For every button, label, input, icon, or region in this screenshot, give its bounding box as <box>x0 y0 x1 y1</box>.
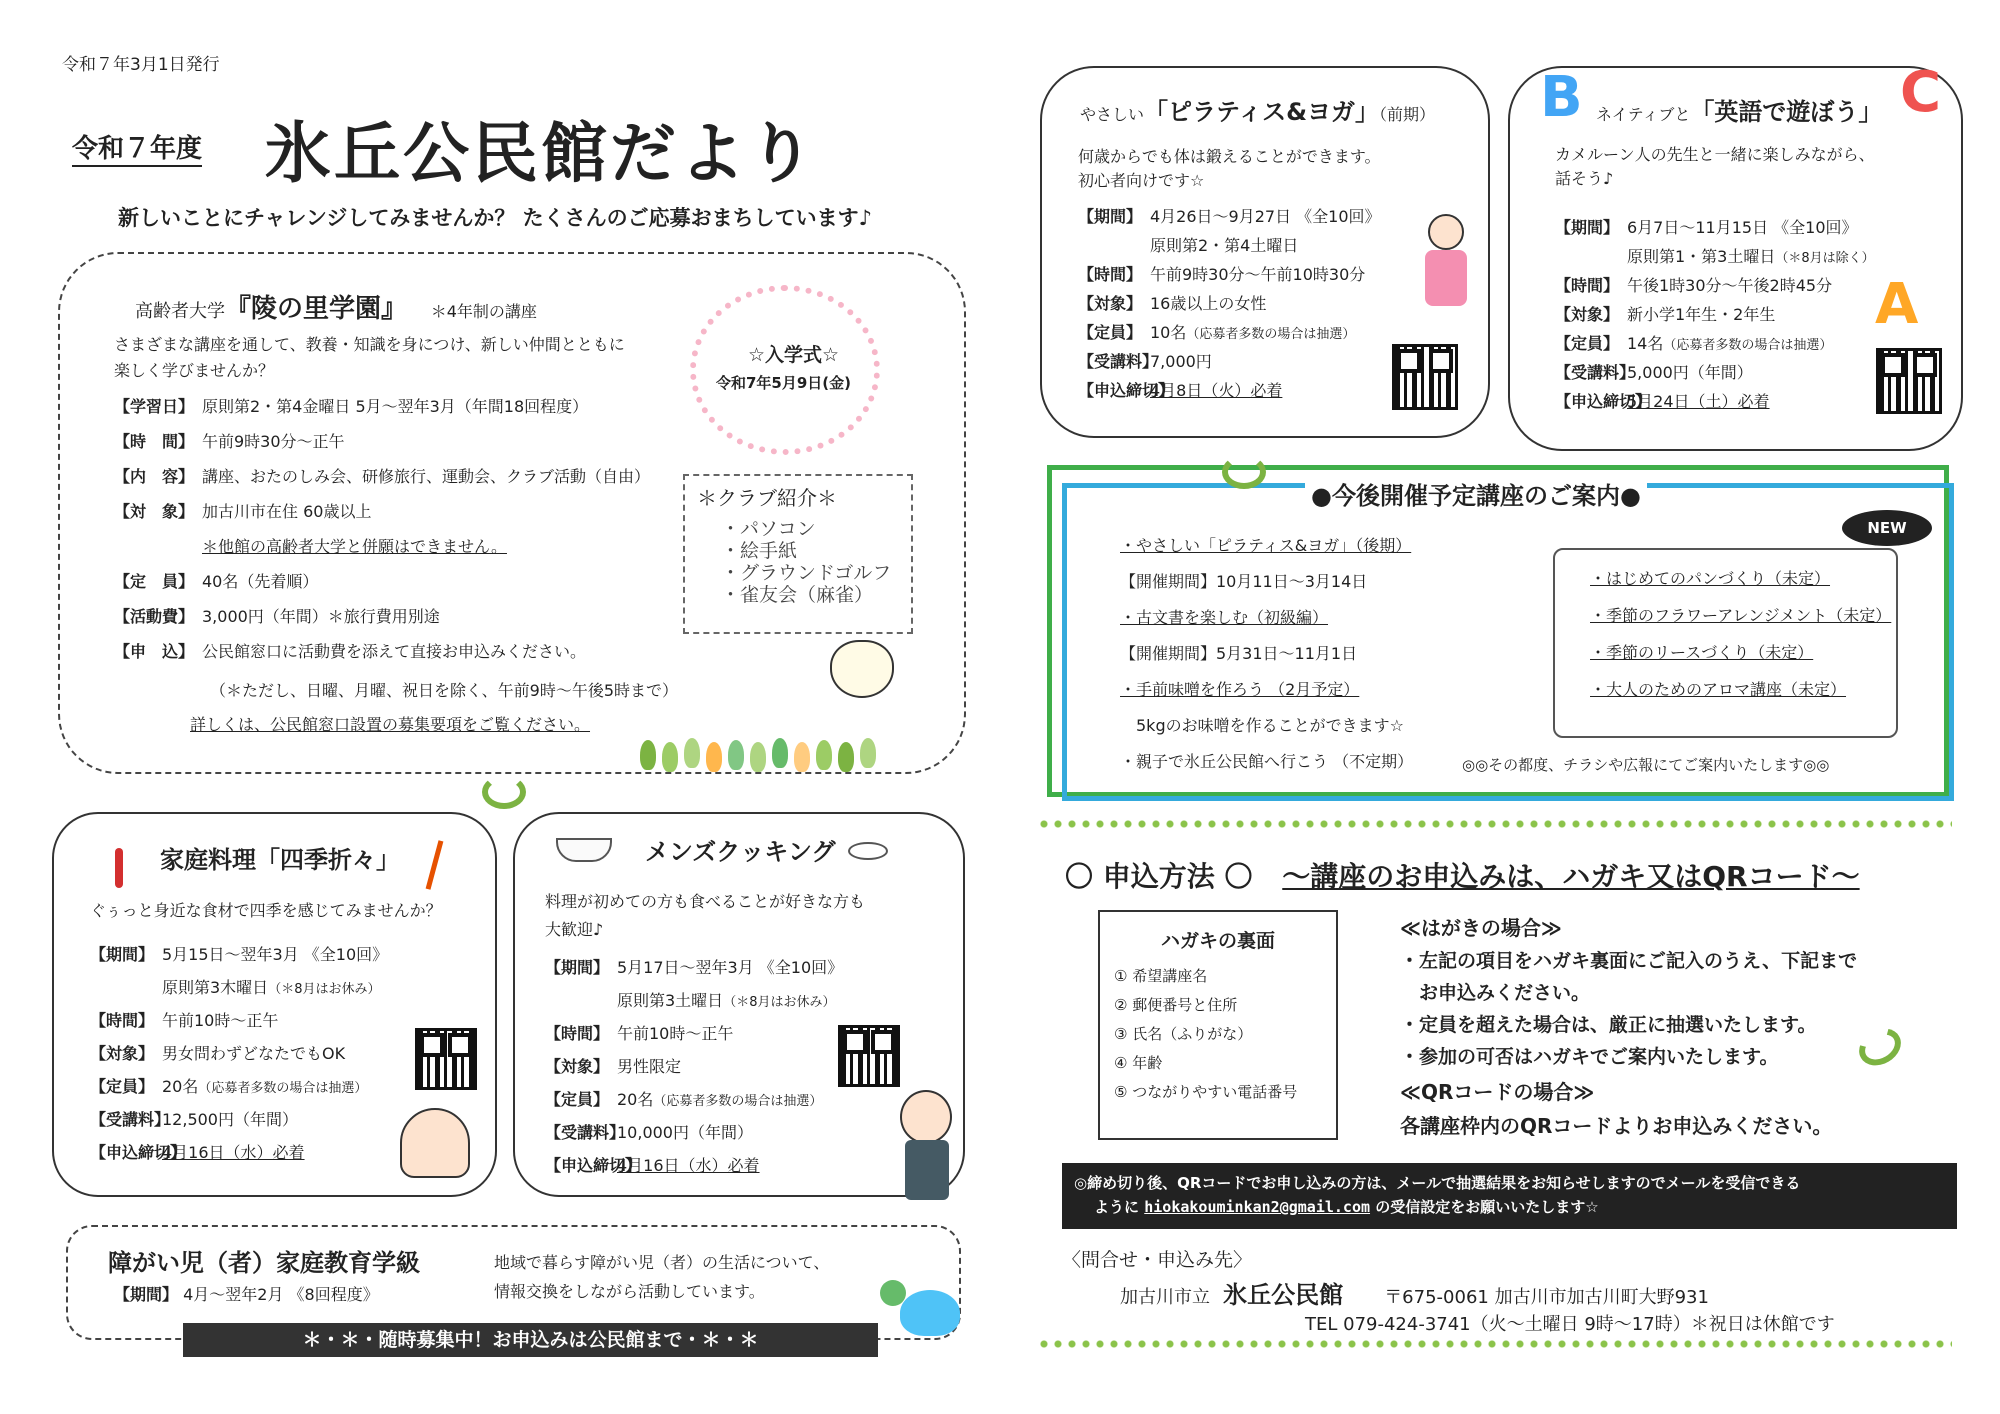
letter-c: C <box>1900 60 1942 125</box>
bird-illustration <box>900 1290 960 1336</box>
detail-note: （応募者多数の場合は抽選） <box>198 1081 368 1096</box>
detail-value: 講座、おたのしみ会、研修旅行、運動会、クラブ活動（自由） <box>202 467 651 486</box>
detail-row <box>545 1021 843 1054</box>
shogai-period-row <box>114 1282 379 1305</box>
koreisha-prefix: 高齢者大学 <box>135 301 225 322</box>
koreisha-name: 『陵の里学園』 <box>225 294 408 324</box>
detail-row <box>1078 349 1381 378</box>
pilates-details <box>1078 204 1381 407</box>
koreisha-intro <box>114 332 625 384</box>
contact-heading: 〈問合せ・申込み先〉 <box>1062 1249 1253 1271</box>
detail-row <box>90 1074 388 1107</box>
detail-row <box>545 1087 843 1120</box>
upcoming-course: ・古文書を楽しむ（初級編） <box>1120 608 1329 627</box>
detail-note: （＊8月はお休み） <box>268 982 381 997</box>
detail-value: 16歳以上の女性 <box>1150 294 1267 313</box>
koreisha-note-details: 詳しくは、公民館窓口設置の募集要項をご覧ください。 <box>190 715 591 734</box>
leaf-divider <box>1040 820 1952 828</box>
club-item: ・パソコン <box>721 518 816 540</box>
cat-illustration <box>830 640 894 698</box>
tree-icon <box>772 738 788 768</box>
postcard-item: ④ 年齢 <box>1114 1054 1163 1072</box>
detail-row <box>1078 320 1381 349</box>
club-title: ＊クラブ紹介＊ <box>697 486 837 510</box>
shogai-desc <box>494 1248 829 1306</box>
english-intro-line: 話そう♪ <box>1555 169 1614 188</box>
club-box <box>683 474 913 634</box>
contact-org-row <box>1120 1275 1709 1310</box>
detail-label: 【申込締切】 <box>90 1143 187 1162</box>
english-intro <box>1555 143 1875 191</box>
qr-method-head: ≪QRコードの場合≫ <box>1400 1080 1595 1104</box>
katei-details <box>90 942 388 1173</box>
detail-label: 【対 象】 <box>114 502 195 521</box>
pilates-heading <box>1080 92 1435 127</box>
detail-value: 5月15日～翌年3月 《全10回》 <box>162 945 389 964</box>
koreisha-intro-line: 楽しく学びませんか？ <box>114 361 275 380</box>
detail-value: 10,000円（年間） <box>617 1123 753 1142</box>
detail-row <box>545 988 843 1021</box>
org-name: 氷丘公民館 <box>1223 1281 1344 1309</box>
detail-row <box>90 1041 388 1074</box>
tree-icon <box>794 742 810 772</box>
detail-value: 新小学1年生・2年生 <box>1627 305 1776 324</box>
detail-value: 5月17日～翌年3月 《全10回》 <box>617 958 844 977</box>
detail-label: 【学習日】 <box>114 397 195 416</box>
detail-value: 午前9時30分～正午 <box>202 432 345 451</box>
detail-label: 【時間】 <box>545 1024 610 1043</box>
org-address: 〒675-0061 加古川市加古川町大野931 <box>1384 1287 1709 1308</box>
detail-label: 【期間】 <box>90 945 155 964</box>
detail-note: （＊8月は除く） <box>1775 251 1875 266</box>
upcoming-course: 5kgのお味噌を作ることができます☆ <box>1120 716 1404 735</box>
page-title: 氷丘公民館だより <box>265 115 817 192</box>
year-label: 令和７年度 <box>72 128 202 167</box>
shogai-period-value: 4月～翌年2月 《8回程度》 <box>183 1285 379 1304</box>
email-notice-line: ◎締め切り後、QRコードでお申し込みの方は、メールで抽選結果をお知らせしますのでメールを受信できる <box>1074 1174 1801 1192</box>
mens-title: メンズクッキング <box>645 838 836 866</box>
detail-row <box>1078 233 1381 262</box>
postcard-items <box>1114 963 1336 1106</box>
english-details <box>1555 215 1875 418</box>
detail-row <box>114 639 650 674</box>
detail-label: 【申込締切】 <box>1078 381 1175 400</box>
letter-a: A <box>1875 272 1919 337</box>
tree-icon <box>750 742 766 772</box>
detail-row <box>545 1120 843 1153</box>
detail-value: 原則第2・第4金曜日 5月～翌年3月（年間18回程度） <box>202 397 589 416</box>
detail-label: 【受講料】 <box>545 1123 626 1142</box>
measuring-spoon-icon <box>848 842 888 860</box>
detail-value: 原則第3木曜日 <box>162 978 269 997</box>
detail-value: 5,000円（年間） <box>1627 363 1753 382</box>
detail-row <box>90 1140 388 1173</box>
detail-label: 【申込締切】 <box>1555 392 1652 411</box>
koreisha-details <box>114 394 650 674</box>
detail-label: 【対象】 <box>90 1044 155 1063</box>
detail-row <box>114 499 650 534</box>
upcoming-course: ・手前味噌を作ろう （2月予定） <box>1120 680 1360 699</box>
mens-intro-line: 大歓迎♪ <box>545 920 604 939</box>
postcard-method-line: お申込みください。 <box>1400 982 1591 1004</box>
detail-row <box>545 1054 843 1087</box>
postcard-method-line: ・参加の可否はハガキでご案内いたします。 <box>1400 1046 1779 1068</box>
detail-value: 原則第3土曜日 <box>617 991 724 1010</box>
upcoming-footer: ◎◎その都度、チラシや広報にてご案内いたします◎◎ <box>1462 756 1830 774</box>
tree-icon <box>640 740 656 770</box>
detail-label: 【対象】 <box>545 1057 610 1076</box>
detail-row <box>90 1008 388 1041</box>
katei-qr-code[interactable] <box>415 1028 477 1090</box>
english-title: 「英語で遊ぼう」 <box>1690 98 1883 126</box>
detail-label: 【定員】 <box>1555 334 1620 353</box>
detail-value: 3,000円（年間）＊旅行費用別途 <box>202 607 440 626</box>
detail-row <box>114 569 650 604</box>
koreisha-heading <box>135 288 537 325</box>
email-address[interactable]: hiokakouminkan2@gmail.com <box>1144 1198 1371 1216</box>
upcoming-new-course: ・季節のフラワーアレンジメント（未定） <box>1590 606 1892 625</box>
upcoming-course: 【開催期間】10月11日～3月14日 <box>1120 572 1368 591</box>
mens-intro-line: 料理が初めての方も食べることが好きな方も <box>545 892 866 911</box>
detail-value: 4月16日（水）必着 <box>162 1143 305 1162</box>
detail-row <box>1078 262 1381 291</box>
detail-value: 10名 <box>1150 323 1187 342</box>
pilates-post: （前期） <box>1379 105 1436 124</box>
apply-subheading: ～講座のお申込みは、ハガキ又はQRコード～ <box>1282 860 1860 893</box>
detail-value: 5月24日（土）必着 <box>1627 392 1770 411</box>
detail-row <box>545 1153 843 1186</box>
detail-value: 男女問わずどなたでもOK <box>162 1044 346 1063</box>
detail-note: （応募者多数の場合は抽選） <box>653 1094 823 1109</box>
tree-icon <box>684 738 700 768</box>
koreisha-note: ＊4年制の講座 <box>430 302 537 321</box>
detail-label: 【申込締切】 <box>545 1156 642 1175</box>
detail-value: 4月26日～9月27日 《全10回》 <box>1150 207 1381 226</box>
pilates-title: 「ピラティス&ヨガ」 <box>1144 98 1380 126</box>
detail-label: 【受講料】 <box>1555 363 1636 382</box>
katei-intro: ぐぅっと身近な食材で四季を感じてみませんか？ <box>90 901 442 920</box>
detail-row <box>1555 273 1875 302</box>
detail-label: 【定員】 <box>1078 323 1143 342</box>
tree-icon <box>706 742 722 772</box>
koreisha-intro-line: さまざまな講座を通して、教養・知識を身につけ、新しい仲間とともに <box>114 335 625 354</box>
apply-heading-row <box>1065 855 1860 895</box>
postcard-method-head: ≪はがきの場合≫ <box>1400 916 1562 940</box>
org-tel: TEL 079-424-3741（火～土曜日 9時～17時）＊祝日は休館です <box>1305 1314 1835 1335</box>
detail-row <box>1555 215 1875 244</box>
club-item: ・雀友会（麻雀） <box>721 584 874 606</box>
ceremony-wreath <box>690 285 880 455</box>
detail-value: 7,000円 <box>1150 352 1212 371</box>
detail-value: 原則第1・第3土曜日 <box>1627 247 1776 266</box>
org-prefix: 加古川市立 <box>1120 1287 1210 1308</box>
postcard-item: ① 希望講座名 <box>1114 967 1208 985</box>
detail-label: 【内 容】 <box>114 467 195 486</box>
detail-row <box>1555 331 1875 360</box>
shogai-desc-line: 地域で暮らす障がい児（者）の生活について、 <box>494 1253 830 1272</box>
detail-row <box>1078 291 1381 320</box>
postcard-back-box <box>1098 910 1338 1140</box>
tree-icon <box>860 738 876 768</box>
english-pre: ネイティブと <box>1596 105 1691 124</box>
yoga-woman-illustration <box>1428 214 1464 250</box>
detail-value: 原則第2・第4土曜日 <box>1150 236 1299 255</box>
detail-label: 【時 間】 <box>114 432 195 451</box>
pilates-intro-line: 何歳からでも体は鍛えることができます。 <box>1078 147 1381 166</box>
upcoming-new-course: ・大人のためのアロマ講座（未定） <box>1590 680 1847 699</box>
postcard-item: ② 郵便番号と住所 <box>1114 996 1238 1014</box>
detail-row <box>90 975 388 1008</box>
mens-details <box>545 955 843 1186</box>
clover-icon <box>880 1280 906 1306</box>
detail-value: 20名 <box>162 1077 199 1096</box>
shogai-title: 障がい児（者）家庭教育学級 <box>108 1249 420 1277</box>
detail-label: 【対象】 <box>1555 305 1620 324</box>
snake-icon <box>1222 455 1266 489</box>
detail-value: 14名 <box>1627 334 1664 353</box>
detail-label: 【期間】 <box>1078 207 1143 226</box>
letter-b: B <box>1540 65 1583 130</box>
english-intro-line: カメルーン人の先生と一緒に楽しみながら、 <box>1555 145 1875 164</box>
mens-intro <box>545 888 865 944</box>
detail-label: 【定員】 <box>90 1077 155 1096</box>
detail-label: 【期間】 <box>1555 218 1620 237</box>
detail-label: 【定員】 <box>545 1090 610 1109</box>
upcoming-title: ●今後開催予定講座のご案内● <box>1305 476 1647 511</box>
detail-label: 【対象】 <box>1078 294 1143 313</box>
detail-note: （＊8月はお休み） <box>723 995 836 1010</box>
detail-row <box>1555 244 1875 273</box>
detail-note: （応募者多数の場合は抽選） <box>1663 338 1833 353</box>
detail-row <box>545 955 843 988</box>
ceremony-date: 令和7年5月9日(金) <box>716 374 852 392</box>
ceremony-title: ☆入学式☆ <box>748 344 840 366</box>
tree-icon <box>816 740 832 770</box>
detail-label: 【時間】 <box>1078 265 1143 284</box>
detail-value: 午前10時～正午 <box>162 1011 279 1030</box>
detail-value: 午前9時30分～午前10時30分 <box>1150 265 1366 284</box>
recruiting-banner: ＊・＊・随時募集中！お申込みは公民館まで・＊・＊ <box>183 1323 878 1357</box>
leaf-divider <box>1040 1340 1952 1348</box>
detail-row <box>1078 204 1381 233</box>
detail-row <box>114 534 650 569</box>
email-notice <box>1062 1163 1957 1229</box>
chef-woman-illustration <box>400 1108 470 1178</box>
detail-row <box>114 604 650 639</box>
koreisha-note-hours: （＊ただし、日曜、月曜、祝日を除く、午前9時～午後5時まで） <box>210 681 679 700</box>
mens-qr-code[interactable] <box>838 1025 900 1087</box>
tree-icon <box>838 742 854 772</box>
detail-value: 男性限定 <box>617 1057 682 1076</box>
upcoming-course: 【開催期間】5月31日～11月1日 <box>1120 644 1358 663</box>
ladle-icon <box>115 848 123 888</box>
detail-row <box>114 429 650 464</box>
issue-date: 令和７年3月1日発行 <box>62 55 220 75</box>
detail-row <box>90 1107 388 1140</box>
tree-icon <box>728 740 744 770</box>
detail-value: 公民館窓口に活動費を添えて直接お申込みください。 <box>202 642 587 661</box>
shogai-desc-line: 情報交換をしながら活動しています。 <box>494 1282 765 1301</box>
english-heading <box>1596 92 1882 127</box>
club-item: ・絵手紙 <box>721 540 798 562</box>
upcoming-list-right <box>1590 560 1891 708</box>
detail-row <box>114 464 650 499</box>
qr-method-line: 各講座枠内のQRコードよりお申込みください。 <box>1400 1114 1833 1138</box>
email-notice-text: の受信設定をお願いいたします☆ <box>1375 1198 1599 1216</box>
upcoming-new-course: ・はじめてのパンづくり（未定） <box>1590 569 1831 588</box>
detail-label: 【時間】 <box>90 1011 155 1030</box>
email-notice-text: ように <box>1094 1198 1140 1216</box>
upcoming-new-course: ・季節のリースづくり（未定） <box>1590 643 1814 662</box>
upcoming-list-left <box>1120 528 1413 780</box>
detail-row <box>1555 389 1875 418</box>
postcard-method-line: ・定員を超えた場合は、厳正に抽選いたします。 <box>1400 1014 1817 1036</box>
postcard-item: ③ 氏名（ふりがな） <box>1114 1025 1253 1043</box>
new-badge: NEW <box>1842 510 1932 546</box>
chef-man-illustration <box>900 1090 952 1144</box>
detail-value: 6月7日～11月15日 《全10回》 <box>1627 218 1858 237</box>
detail-value: 加古川市在住 60歳以上 <box>202 502 372 521</box>
katei-title: 家庭料理「四季折々」 <box>160 846 400 874</box>
english-qr-code[interactable] <box>1876 348 1942 414</box>
detail-value: 20名 <box>617 1090 654 1109</box>
detail-row <box>1078 378 1381 407</box>
page-subtitle: 新しいことにチャレンジしてみませんか？ たくさんのご応募おまちしています♪ <box>118 206 873 230</box>
upcoming-course: ・やさしい「ピラティス&ヨガ」（後期） <box>1120 536 1412 555</box>
tree-icon <box>662 742 678 772</box>
postcard-method-line: ・左記の項目をハガキ裏面にご記入のうえ、下記まで <box>1400 950 1858 972</box>
detail-label: 【時間】 <box>1555 276 1620 295</box>
club-list <box>721 519 911 605</box>
pilates-qr-code[interactable] <box>1392 344 1458 410</box>
detail-value: ＊他館の高齢者大学と併願はできません。 <box>202 537 507 556</box>
apply-heading: 〇 申込方法 〇 <box>1065 860 1253 893</box>
detail-value: 午前10時～正午 <box>617 1024 734 1043</box>
apron-illustration <box>905 1140 949 1200</box>
detail-label: 【受講料】 <box>1078 352 1159 371</box>
postcard-method-lines <box>1400 945 1857 1073</box>
detail-row <box>114 394 650 429</box>
detail-value: 4月8日（火）必着 <box>1150 381 1283 400</box>
pilates-intro <box>1078 145 1381 193</box>
pilates-pre: やさしい <box>1080 105 1145 124</box>
snake-icon <box>482 775 526 809</box>
detail-value: 午後1時30分～午後2時45分 <box>1627 276 1833 295</box>
postcard-card-title: ハガキの裏面 <box>1160 930 1275 952</box>
snake-icon <box>1852 1021 1907 1072</box>
detail-label: 【定 員】 <box>114 572 195 591</box>
detail-note: （応募者多数の場合は抽選） <box>1186 327 1356 342</box>
detail-row <box>1555 360 1875 389</box>
club-item: ・グラウンドゴルフ <box>721 562 892 584</box>
detail-row <box>90 942 388 975</box>
postcard-item: ⑤ つながりやすい電話番号 <box>1114 1083 1298 1101</box>
detail-label: 【期間】 <box>545 958 610 977</box>
detail-row <box>1555 302 1875 331</box>
upcoming-course: ・親子で氷丘公民館へ行こう （不定期） <box>1120 752 1414 771</box>
detail-value: 40名（先着順） <box>202 572 319 591</box>
detail-label: 【受講料】 <box>90 1110 171 1129</box>
yoga-woman-body <box>1425 250 1467 306</box>
detail-value: 12,500円（年間） <box>162 1110 298 1129</box>
detail-value: 4月16日（水）必着 <box>617 1156 760 1175</box>
detail-label: 【申 込】 <box>114 642 195 661</box>
pilates-intro-line: 初心者向けです☆ <box>1078 171 1205 190</box>
shogai-period-label: 【期間】 <box>114 1285 179 1304</box>
detail-label: 【活動費】 <box>114 607 195 626</box>
